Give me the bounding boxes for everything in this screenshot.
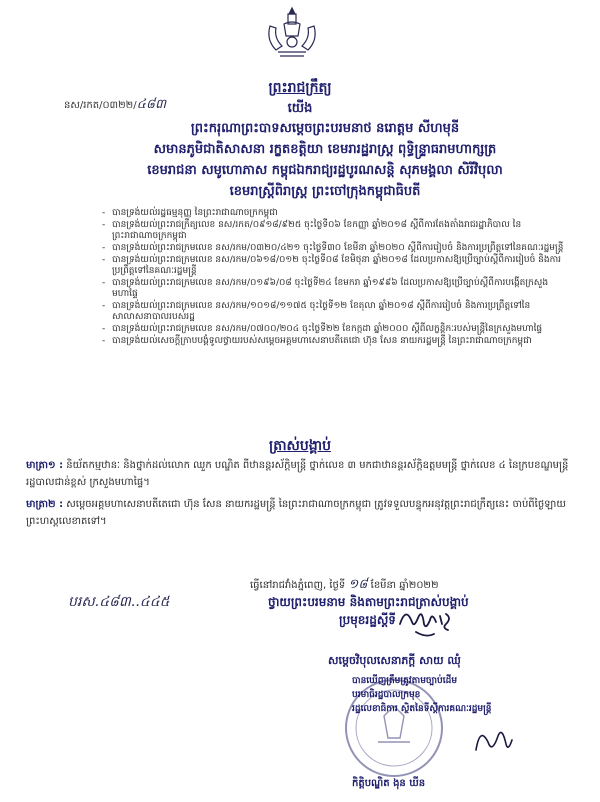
- we-heading: យើង: [287, 101, 313, 116]
- certification-line: បរមាធិរដ្ឋបាលក្រមុខ: [352, 690, 421, 700]
- signature-caption: ថ្វាយព្រះបរមនាម និងតាមព្រះរាជត្រាស់បង្គាប់: [268, 595, 469, 609]
- acting-head-of-state: ប្រមុខរដ្ឋស្តីទី: [339, 613, 396, 627]
- handwritten-margin-note: បរស.៤៨៣..៤៤៥: [68, 594, 170, 610]
- place-and-date: ធ្វើនៅរាជវាំងភ្នំពេញ, ថ្ងៃទី ១៨ ខែមីនា ឆ្នាំ២០២២: [250, 577, 439, 592]
- reference-item: - បានទ្រង់យល់ព្រះរាជក្រឹត្យលេខ នស/រកត/០៩១៨/៩២៥ ចុះថ្ងៃទី០៦ ខែកញ្ញា ឆ្នាំ២០១៨ ស្តីពីការតែងតាំងរាជរដ្ឋាភិបាល នៃព្រះរាជាណាចក្រកម្ពុជា: [102, 220, 522, 241]
- article-1-label: មាត្រា១ :: [26, 460, 64, 471]
- reference-item: - បានទ្រង់យល់ព្រះរាជក្រមលេខ នស/រកម/០៣២០/៤២១ ចុះថ្ងៃទី៣០ ខែមីនា ឆ្នាំ២០២០ ស្តីពីការរៀបចំ និងការប្រព្រឹត្តទៅនៃគណៈរដ្ឋមន្ត្រី: [102, 243, 564, 253]
- signatory-name: សម្តេចវិបុលសេនាភក្តី សាយ ឈុំ: [328, 654, 461, 667]
- reference-item: - បានទ្រង់យល់សេចក្តីក្រាបបង្គំទូលថ្វាយរបស់សម្តេចអគ្គមហាសេនាបតីតេជោ ហ៊ុន សែន នាយករដ្ឋមន្ត្រី នៃព្រះរាជាណាចក្រកម្ពុជា: [102, 336, 532, 346]
- article-1-text: និយ័តកម្មឋានៈ និងថ្នាក់ដល់លោក ឈួក បណ្ឌិត ពីឋានន្តរស័ក្តិមន្ត្រី ថ្នាក់លេខ ៣ មកជាឋានន្តរស័ក្តិឧត្តមមន្ត្រី ថ្នាក់លេខ ៤ នៃក្របខណ្ឌមន្ត្រីរដ្ឋបាលជាន់ខ្ពស់ ក្រសួងមហាផ្ទៃ។: [26, 460, 569, 488]
- article-2-label: មាត្រា២ :: [26, 499, 64, 510]
- reference-item: - បានទ្រង់យល់ព្រះរាជក្រមលេខ នស/រកម/០៧០០/២០៤ ចុះថ្ងៃទី២២ ខែកក្កដា ឆ្នាំ២០០០ ស្តីពីលក្ខន្តិកៈរបស់មន្ត្រីនៃក្រសួងមហាផ្ទៃ: [102, 324, 543, 334]
- royal-title-line: ខេមរាស្ត្រីពិរាស្ត្រ ព្រះចៅក្រុងកម្ពុជាធិបតី: [229, 184, 421, 199]
- royal-title-line: ខេមរាជនា សមូហោភាស កម្ពុជឯករាជ្យរដ្ឋបូរណសន្តិ សុភមង្គលា សិរីវិបុលា: [147, 163, 503, 178]
- article-2: [26, 496, 571, 530]
- article-1: [26, 457, 571, 491]
- certification-line: បានឃើញត្រឹមត្រូវតាមច្បាប់ដើម: [352, 676, 458, 686]
- royal-emblem-icon: [262, 6, 322, 58]
- royal-title-line: សមានភូមិជាតិសាសនា រក្ខតខត្តិយា ខេមរារដ្ឋរាស្ត្រ ពុទ្ធិន្ទ្រាធរាមហាក្សត្រ: [153, 142, 497, 157]
- reference-number-printed: នស/រកត/០៣២២/: [64, 100, 137, 111]
- decree-heading: ព្រះរាជក្រឹត្យ: [268, 80, 332, 96]
- certification-block: [352, 674, 592, 716]
- head-of-state-signature: [396, 598, 456, 640]
- reference-item: - បានទ្រង់យល់ព្រះរាជក្រមលេខ នស/រកម/១០១៨/១១៧៥ ចុះថ្ងៃទី១២ ខែតុលា ឆ្នាំ២០១៨ ស្តីពីការរៀបចំ និងការប្រព្រឹត្តទៅនៃសាលាសនាបាលរបស់រដ្ឋ: [102, 301, 531, 322]
- reference-item: - បានទ្រង់យល់រដ្ឋធម្មនុញ្ញ នៃព្រះរាជាណាចក្រកម្ពុជា: [102, 208, 278, 218]
- certifier-name: កិត្តិបណ្ឌិត ងុន ឃីន: [352, 778, 426, 789]
- reference-number-handwritten: ៤៨៣: [136, 97, 167, 112]
- royal-title-line: ព្រះករុណាព្រះបាទសម្តេចព្រះបរមនាថ នរោត្តម សីហមុនី: [190, 121, 460, 136]
- reference-item: - បានទ្រង់យល់ព្រះរាជក្រមលេខ នស/រកម/០៦១៨/០១២ ចុះថ្ងៃទី០៨ ខែមិថុនា ឆ្នាំ២០១៨ ដែលប្រកាសឱ្យប្រើច្បាប់ស្តីពីការរៀបចំ និងការប្រព្រឹត្តទៅនៃគណៈរដ្ឋមន្ត្រី: [102, 255, 562, 276]
- reference-item: - បានទ្រង់យល់ព្រះរាជក្រមលេខ នស/រកម/០១៩៦/០៨ ចុះថ្ងៃទី២៤ ខែមករា ឆ្នាំ១៩៩៦ ដែលប្រកាសឱ្យប្រើច្បាប់ស្តីពីការបង្កើតក្រសួងមហាផ្ទៃ: [102, 278, 549, 299]
- royal-title: [90, 118, 560, 202]
- certifier-signature: [470, 720, 516, 760]
- date-day-handwritten: ១៨: [348, 577, 368, 592]
- legal-references-list: [102, 208, 572, 348]
- article-2-text: សម្តេចអគ្គមហាសេនាបតីតេជោ ហ៊ុន សែន នាយករដ្ឋមន្ត្រី នៃព្រះរាជាណាចក្រកម្ពុជា ត្រូវទទួលបន្ទុកអនុវត្តព្រះរាជក្រឹត្យនេះ ចាប់ពីថ្ងៃឡាយព្រះហស្តលេខាតទៅ។: [26, 499, 566, 527]
- certification-line: រដ្ឋលេខាធិការ ស្ថិតនៃទីស្តីការគណៈរដ្ឋមន្ត្រី: [352, 704, 492, 714]
- decide-heading: ត្រាស់បង្គាប់: [269, 438, 331, 454]
